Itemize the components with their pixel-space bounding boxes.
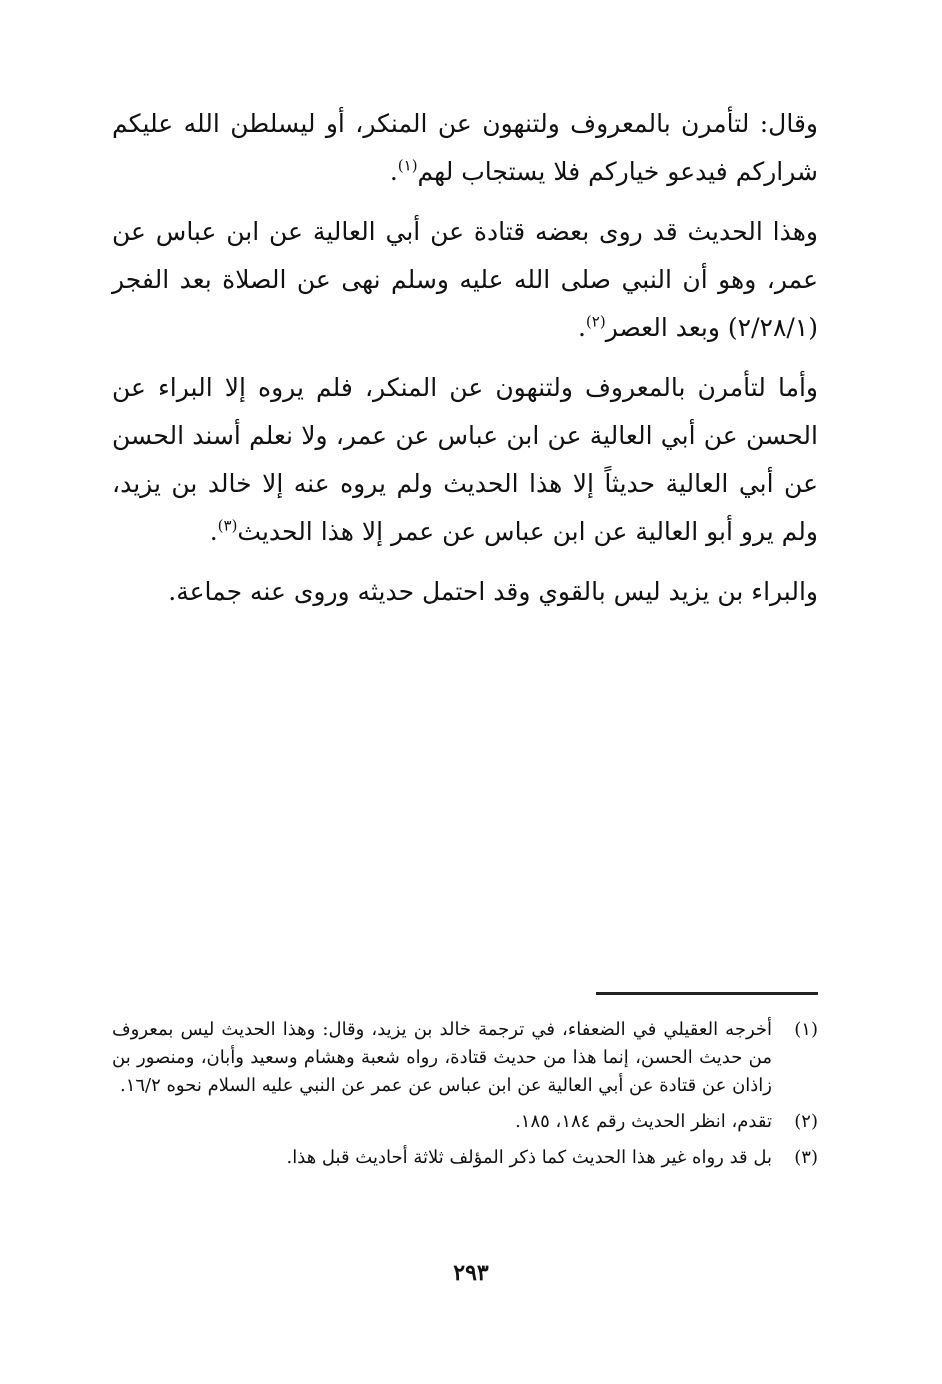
footnotes (112, 1016, 818, 1180)
footnote-number: (١) (794, 1019, 818, 1040)
paragraph-2-end: . (577, 313, 586, 342)
main-text (112, 100, 818, 628)
footnote-1 (112, 1016, 818, 1100)
page-number: ٢٩٣ (453, 1260, 489, 1286)
footnote-ref-1: (١) (397, 156, 418, 175)
paragraph-3-text: وأما لتأمرن بالمعروف ولتنهون عن المنكر، فلم يروه إلا البراء عن الحسن عن أبي العالية عن ابن عباس عن عمر، ولا نعلم أسند الحسن عن أبي العالية حديثاً إلا هذا الحديث ولم يروه عنه إلا خالد بن يزيد، ولم يرو أبو العالية عن ابن عباس عن عمر إلا هذا الحديث (112, 373, 818, 546)
footnote-number: (٣) (794, 1147, 818, 1168)
paragraph-2-text: وهذا الحديث قد روى بعضه قتادة عن أبي العالية عن ابن عباس عن عمر، وهو أن النبي صلى الله عليه وسلم نهى عن الصلاة بعد الفجر (٢/٢٨/١) وبعد العصر (112, 217, 818, 342)
footnote-text: تقدم، انظر الحديث رقم ١٨٤، ١٨٥. (515, 1111, 772, 1132)
paragraph-2 (112, 208, 818, 352)
paragraph-3-end: . (209, 517, 218, 546)
paragraph-1-end: . (389, 157, 398, 186)
paragraph-1-text: وقال: لتأمرن بالمعروف ولتنهون عن المنكر، أو ليسلطن الله عليكم شراركم فيدعو خياركم فلا يستجاب لهم (112, 109, 818, 186)
paragraph-4-text: والبراء بن يزيد ليس بالقوي وقد احتمل حديثه وروى عنه جماعة. (168, 577, 818, 606)
footnote-text: أخرجه العقيلي في الضعفاء، في ترجمة خالد بن يزيد، وقال: وهذا الحديث ليس بمعروف من حديث الحسن، إنما هذا من حديث قتادة، رواه شعبة وهشام وسعيد وأبان، ومنصور بن زاذان عن قتادة عن أبي العالية عن ابن عباس عن عمر عن النبي عليه السلام نحوه ١٦/٢. (112, 1019, 773, 1096)
footnote-2 (112, 1108, 818, 1136)
footnote-ref-2: (٢) (585, 312, 606, 331)
paragraph-4 (112, 568, 818, 616)
paragraph-1 (112, 100, 818, 196)
paragraph-3 (112, 364, 818, 556)
footnote-ref-3: (٣) (217, 516, 238, 535)
footnote-text: بل قد رواه غير هذا الحديث كما ذكر المؤلف ثلاثة أحاديث قبل هذا. (286, 1147, 772, 1168)
footnote-3 (112, 1144, 818, 1172)
footnote-separator (596, 992, 818, 995)
footnote-number: (٢) (794, 1111, 818, 1132)
